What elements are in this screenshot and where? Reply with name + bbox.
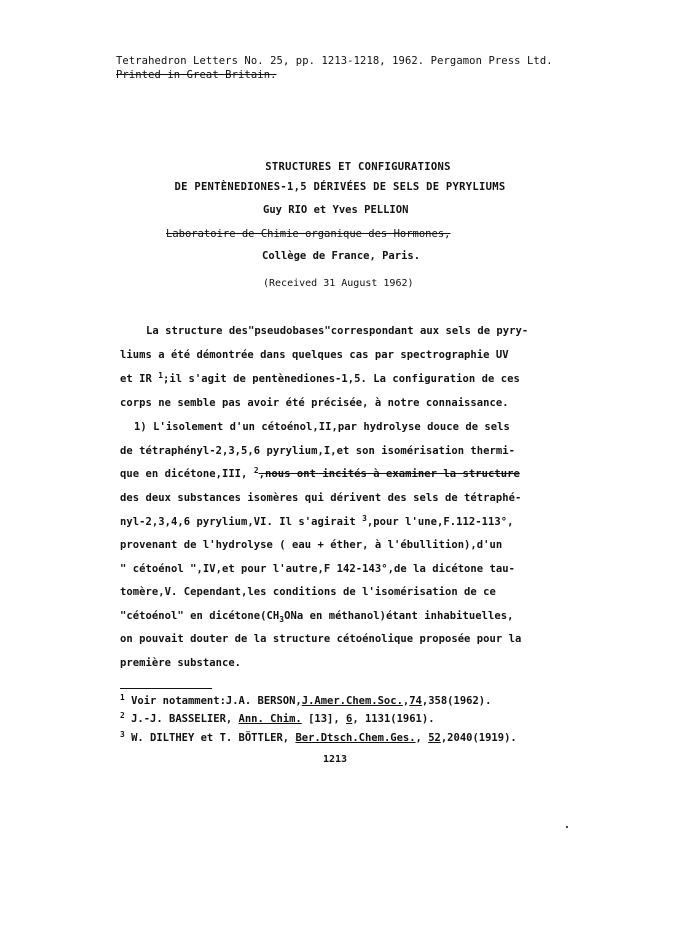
journal-citation: Tetrahedron Letters No. 25, pp. 1213-1218, 1962. Pergamon Press Ltd. <box>116 55 553 67</box>
footnote-2: $^2$ J.-J. BASSELIER, Ann. Chim. [13], 6, 1131(1961). <box>120 711 435 725</box>
title-line-1: STRUCTURES ET CONFIGURATIONS <box>265 161 451 173</box>
printed-in: Printed in Great Britain. <box>116 69 277 81</box>
footnote-ref: 2 <box>253 466 259 475</box>
footnote-1: $^1$ Voir notamment:J.A. BERSON,J.Amer.Chem.Soc.,74,358(1962). <box>120 693 492 707</box>
title-line-2: DE PENTÈNEDIONES-1,5 DÉRIVÉES DE SELS DE PYRYLIUMS <box>174 181 506 193</box>
body-line: et IR $^1$;il s'agit de pentènediones-1,5. La configuration de ces <box>120 371 520 385</box>
body-line: de tétraphényl-2,3,5,6 pyrylium,I,et son isomérisation thermi- <box>120 445 516 457</box>
body-line: provenant de l'hydrolyse ( eau + éther, à l'ébullition),d'un <box>120 539 503 551</box>
footnote-rule <box>120 688 212 689</box>
body-line: " cétoénol ",IV,et pour l'autre,F 142-143°,de la dicétone tau- <box>120 563 516 575</box>
body-line: première substance. <box>120 657 242 669</box>
body-line: tomère,V. Cependant,les conditions de l'isomérisation de ce <box>120 586 496 598</box>
body-line: que en dicétone,III, $^2$,nous ont incités à examiner la structure <box>120 466 520 480</box>
affiliation-college: Collège de France, Paris. <box>262 250 421 262</box>
body-line: liums a été démontrée dans quelques cas par spectrographie UV <box>120 349 509 361</box>
footnote-ref: 3 <box>362 514 367 523</box>
received-date: (Received 31 August 1962) <box>263 278 414 289</box>
scan-speck <box>566 826 568 828</box>
footnote-3: $^3$ W. DILTHEY et T. BÖTTLER, Ber.Dtsch.Chem.Ges., 52,2040(1919). <box>120 730 517 744</box>
page-number: 1213 <box>323 754 348 765</box>
body-line: nyl-2,3,4,6 pyrylium,VI. Il s'agirait $^3$,pour l'une,F.112-113°, <box>120 514 514 528</box>
body-line: 1) L'isolement d'un cétoénol,II,par hydrolyse douce de sels <box>134 421 510 433</box>
body-line: corps ne semble pas avoir été précisée, à notre connaissance. <box>120 397 509 409</box>
subscript: 3 <box>279 615 285 625</box>
authors: Guy RIO et Yves PELLION <box>263 204 409 216</box>
footnote-ref: 1 <box>158 371 164 380</box>
affiliation-lab: Laboratoire de Chimie organique des Hormones, <box>166 228 451 240</box>
body-line: "cétoénol" en $dicétone(CH_3ONa$ en méthanol)étant inhabituelles, <box>120 610 514 625</box>
body-line: La structure des"pseudobases"correspondant aux sels de pyry- <box>146 325 529 337</box>
body-line: on pouvait douter de la structure cétoénolique proposée pour la <box>120 633 522 645</box>
body-line: des deux substances isomères qui dérivent des sels de tétraphé- <box>120 492 522 504</box>
